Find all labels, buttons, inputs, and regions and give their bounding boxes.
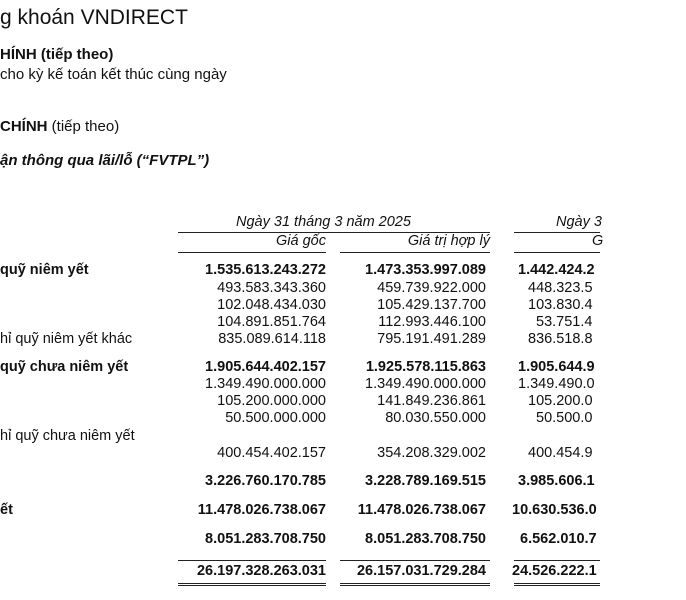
cost-cell: 11.478.026.738.067 — [197, 502, 326, 518]
row-label: quỹ chưa niêm yết — [0, 359, 129, 375]
cost-b-cell: 105.200.0 — [528, 393, 593, 409]
fair-value-total-cell: 26.157.031.729.284 — [356, 563, 486, 579]
cost-b-cell: 10.630.536.0 — [512, 502, 597, 518]
fair-value-cell: 1.925.578.115.863 — [365, 359, 486, 375]
fair-a-rule — [340, 252, 490, 253]
cost-b-cell: 1.442.424.2 — [518, 262, 595, 278]
section-title-rest: (tiếp theo) — [51, 118, 120, 135]
cost-cell: 105.200.000.000 — [217, 393, 326, 409]
fair-value-cell: 354.208.329.002 — [377, 445, 486, 461]
fair-value-cell: 80.030.550.000 — [385, 410, 486, 426]
cost-b-cell: 448.323.5 — [528, 280, 593, 296]
fair-value-cell: 11.478.026.738.067 — [357, 502, 486, 518]
cost-b-cell: 53.751.4 — [536, 314, 593, 330]
period-a-header: Ngày 31 tháng 3 năm 2025 — [236, 214, 411, 230]
fair-value-cell: 105.429.137.700 — [377, 297, 486, 313]
cost-b-header: G — [592, 233, 604, 249]
cost-cell: 50.500.000.000 — [225, 410, 326, 426]
cost-a-header: Giá gốc — [276, 233, 326, 249]
cost-b-total-cell: 24.526.222.1 — [512, 563, 597, 579]
cost-b-cell: 1.905.644.9 — [518, 359, 595, 375]
cost-b-cell: 400.454.9 — [528, 445, 593, 461]
period-line: cho kỳ kế toán kết thúc cùng ngày — [0, 66, 227, 83]
fair-value-cell: 112.993.446.100 — [378, 314, 486, 330]
cost-cell: 104.891.851.764 — [217, 314, 326, 330]
cost-cell: 3.226.760.170.785 — [205, 473, 326, 489]
note-title: HÍNH (tiếp theo) — [0, 46, 114, 63]
total-rule-fair — [340, 560, 490, 561]
subsection-title: ận thông qua lãi/lỗ (“FVTPL”) — [0, 152, 210, 169]
cost-cell: 8.051.283.708.750 — [205, 531, 326, 547]
row-label: quỹ niêm yết — [0, 262, 89, 278]
cost-b-cell: 836.518.8 — [528, 331, 593, 347]
cost-b-cell: 50.500.0 — [536, 410, 593, 426]
cost-b-cell: 103.830.4 — [528, 297, 593, 313]
cost-total-cell: 26.197.328.263.031 — [196, 563, 326, 579]
cost-b-rule — [514, 252, 600, 253]
fair-value-cell: 8.051.283.708.750 — [365, 531, 486, 547]
total-double-rule-fair — [340, 583, 490, 586]
fair-value-cell: 1.473.353.997.089 — [365, 262, 486, 278]
cost-cell: 102.048.434.030 — [217, 297, 326, 313]
fair-value-cell: 459.739.922.000 — [377, 280, 486, 296]
total-rule-cost-b — [514, 560, 600, 561]
cost-cell: 400.454.402.157 — [217, 445, 326, 461]
total-double-rule-cost — [178, 583, 326, 586]
fair-value-cell: 1.349.490.000.000 — [365, 376, 486, 392]
cost-b-cell: 3.985.606.1 — [518, 473, 595, 489]
section-title — [0, 118, 119, 135]
period-b-header: Ngày 3 — [556, 214, 602, 230]
cost-cell: 1.535.613.243.272 — [205, 262, 326, 278]
total-double-rule-cost-b — [514, 583, 600, 586]
cost-b-cell: 1.349.490.0 — [518, 376, 595, 392]
company-title: g khoán VNDIRECT — [0, 6, 188, 29]
cost-cell: 835.089.614.118 — [218, 331, 326, 347]
fair-value-cell: 795.191.491.289 — [377, 331, 486, 347]
total-rule-cost — [178, 560, 326, 561]
row-label: ết — [0, 502, 13, 518]
cost-cell: 1.349.490.000.000 — [205, 376, 326, 392]
cost-b-cell: 6.562.010.7 — [520, 531, 597, 547]
cost-a-rule — [178, 252, 326, 253]
cost-cell: 493.583.343.360 — [217, 280, 326, 296]
fair-a-header: Giá trị hợp lý — [407, 233, 490, 249]
section-title-bold: CHÍNH — [0, 118, 48, 135]
row-label: hỉ quỹ chưa niêm yết — [0, 428, 135, 444]
row-label: hỉ quỹ niêm yết khác — [0, 331, 133, 347]
period-b-rule — [514, 232, 600, 233]
fair-value-cell: 141.849.236.861 — [377, 393, 486, 409]
cost-cell: 1.905.644.402.157 — [205, 359, 326, 375]
fair-value-cell: 3.228.789.169.515 — [365, 473, 486, 489]
